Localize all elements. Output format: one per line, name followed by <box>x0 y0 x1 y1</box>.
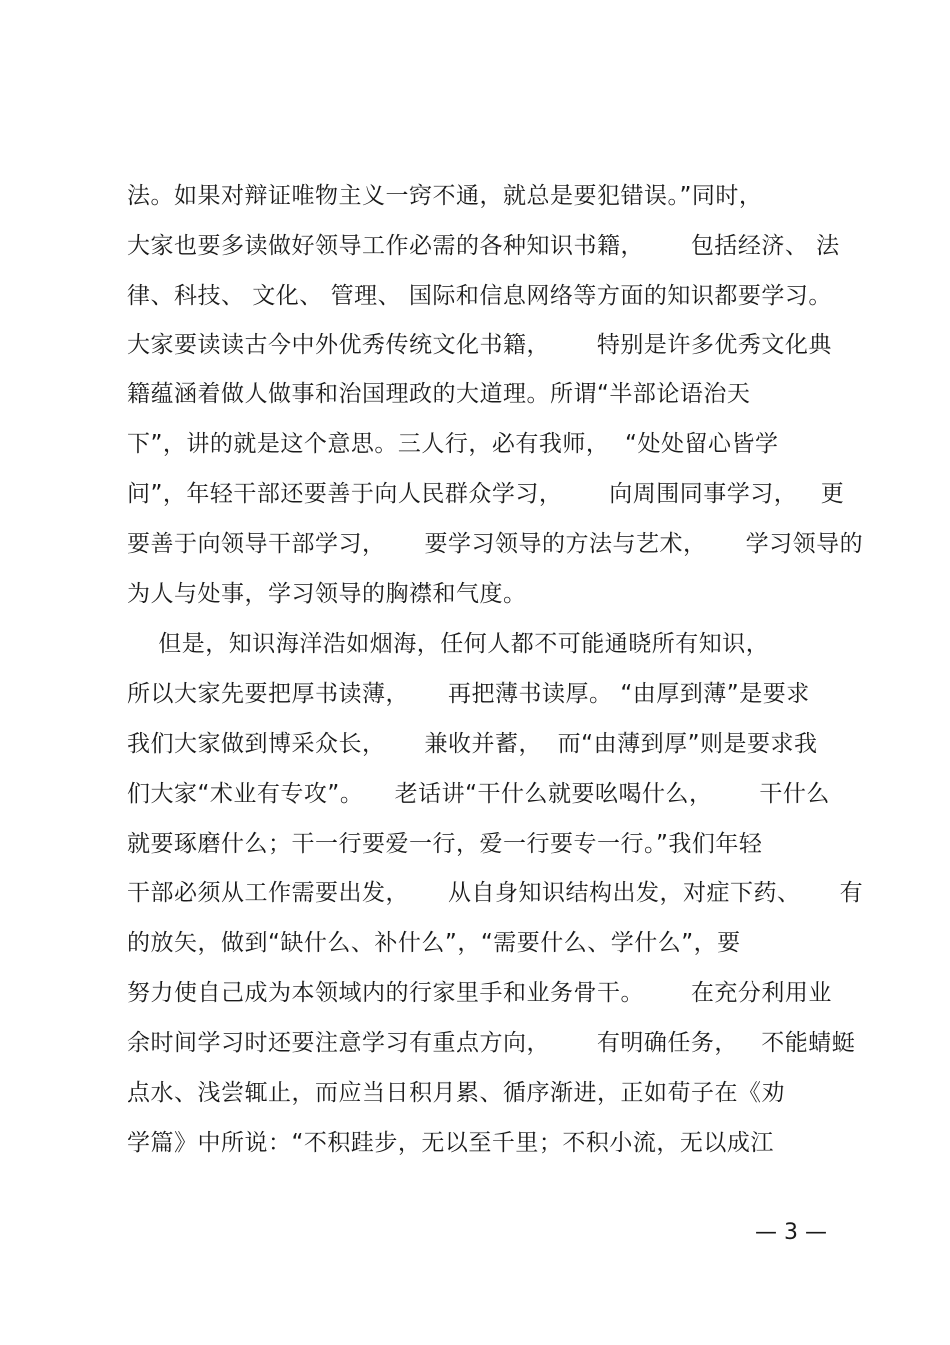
text-line: 所以大家先要把厚书读薄， 再把薄书读厚。 “由厚到薄”是要求 <box>127 681 810 707</box>
text-line: 我们大家做到博采众长， 兼收并蓄， 而“由薄到厚”则是要求我 <box>127 731 818 757</box>
text-line: 为人与处事，学习领导的胸襟和气度。 <box>127 581 527 607</box>
text-line: 律、科技、 文化、 管理、 国际和信息网络等方面的知识都要学习。 <box>127 283 832 309</box>
text-line: 们大家“术业有专攻”。 老话讲“干什么就要吆喝什么， 干什么 <box>127 781 830 807</box>
page-number: — 3 — <box>755 1220 827 1245</box>
text-line: 籍蕴涵着做人做事和治国理政的大道理。所谓“半部论语治天 <box>127 381 751 407</box>
text-line: 下”，讲的就是这个意思。三人行，必有我师， “处处留心皆学 <box>127 431 779 457</box>
text-line: 法。如果对辩证唯物主义一窍不通，就总是要犯错误。”同时， <box>127 183 763 209</box>
text-line: 大家也要多读做好领导工作必需的各种知识书籍， 包括经济、 法 <box>127 233 840 259</box>
text-line: 但是，知识海洋浩如烟海，任何人都不可能通晓所有知识， <box>127 631 770 657</box>
text-line: 大家要读读古今中外优秀传统文化书籍， 特别是许多优秀文化典 <box>127 332 832 358</box>
text-line: 余时间学习时还要注意学习有重点方向， 有明确任务， 不能蜻蜓 <box>127 1030 856 1056</box>
text-line: 要善于向领导干部学习， 要学习领导的方法与艺术， 学习领导的 <box>127 531 864 557</box>
text-line: 学篇》中所说：“不积跬步，无以至千里；不积小流，无以成江 <box>127 1130 774 1156</box>
text-line: 干部必须从工作需要出发， 从自身知识结构出发，对症下药、 有 <box>127 880 864 906</box>
text-line: 的放矢，做到“缺什么、补什么”，“需要什么、学什么”，要 <box>127 930 741 956</box>
text-line: 问”，年轻干部还要善于向人民群众学习， 向周围同事学习， 更 <box>127 481 845 507</box>
text-line: 点水、浅尝辄止，而应当日积月累、循序渐进，正如荀子在《劝 <box>127 1080 785 1106</box>
text-line: 就要琢磨什么；干一行要爱一行，爱一行要专一行。”我们年轻 <box>127 831 763 857</box>
text-line: 努力使自己成为本领域内的行家里手和业务骨干。 在充分利用业 <box>127 980 832 1006</box>
